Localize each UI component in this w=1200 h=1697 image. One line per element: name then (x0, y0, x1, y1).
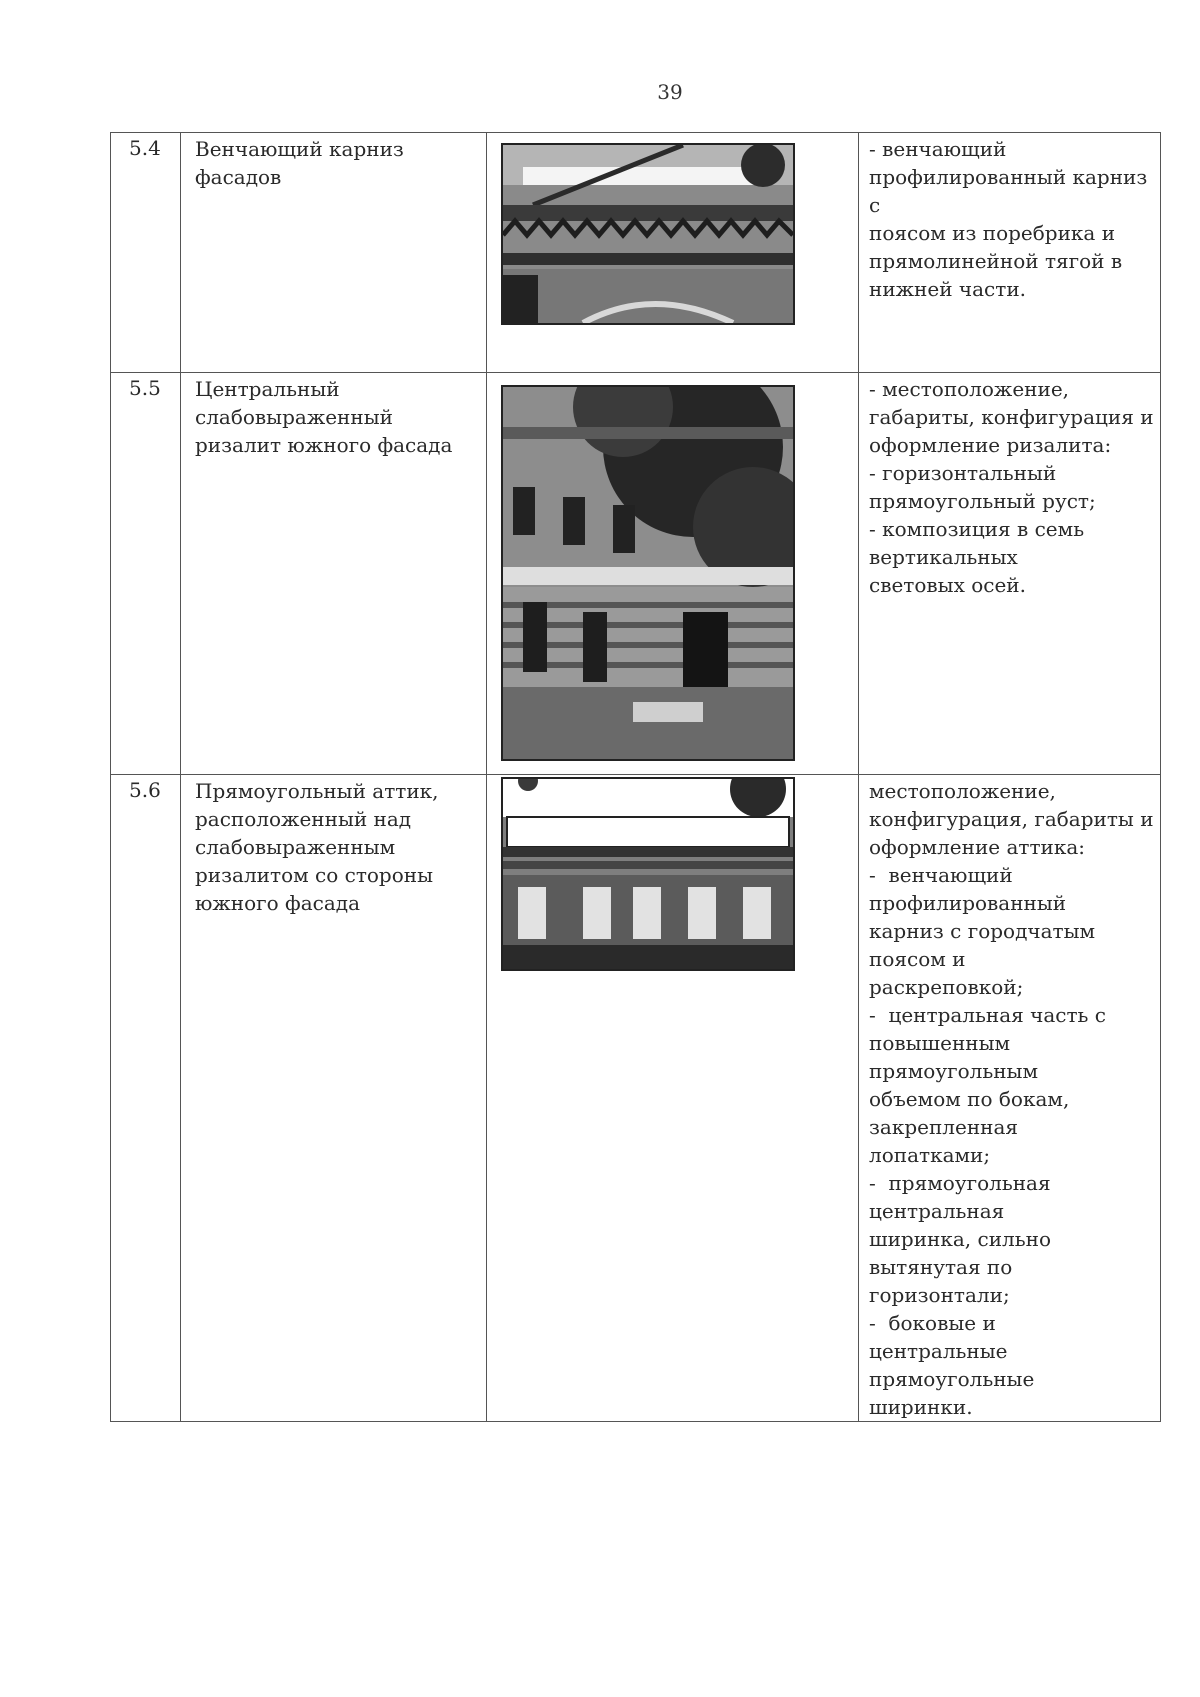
desc-line: ширинки. (869, 1395, 973, 1419)
row-number: 5.4 (111, 133, 181, 373)
page-number: 39 (657, 80, 683, 104)
cornice-photo (501, 143, 795, 325)
photo-cell (487, 373, 859, 775)
attic-photo-image (503, 779, 793, 969)
element-description (859, 775, 1161, 1422)
desc-line: ширинка, сильно (869, 1227, 1052, 1251)
desc-line: вытянутая по (869, 1255, 1013, 1279)
desc-line: местоположение, (869, 779, 1056, 803)
row-number: 5.6 (111, 775, 181, 1422)
desc-line: поясом и (869, 947, 966, 971)
desc-line: - прямоугольная (869, 1171, 1051, 1195)
attic-photo (501, 777, 795, 971)
desc-line: горизонтали; (869, 1283, 1010, 1307)
desc-line: профилированный (869, 891, 1067, 915)
desc-line: центральные (869, 1339, 1008, 1363)
desc-line: - венчающий (869, 863, 1013, 887)
table-row (111, 373, 1161, 775)
desc-line: - центральная часть с (869, 1003, 1106, 1027)
desc-line: прямоугольный руст; (869, 489, 1096, 513)
desc-line: - композиция в семь (869, 517, 1085, 541)
desc-line: карниз с городчатым (869, 919, 1096, 943)
desc-line: оформление аттика: (869, 835, 1086, 859)
element-description (859, 373, 1161, 775)
desc-line: поясом из поребрика и (869, 221, 1116, 245)
desc-line: закрепленная (869, 1115, 1019, 1139)
element-name: Центральный слабовыраженный ризалит южного фасада (181, 373, 487, 775)
row-number: 5.5 (111, 373, 181, 775)
desc-line: оформление ризалита: (869, 433, 1112, 457)
desc-line: - местоположение, (869, 377, 1070, 401)
desc-line: прямоугольным (869, 1059, 1039, 1083)
desc-line: - горизонтальный (869, 461, 1057, 485)
risalit-photo-image (503, 387, 793, 759)
desc-line: профилированный карниз с (869, 165, 1154, 217)
element-name: Венчающий карниз фасадов (181, 133, 487, 373)
risalit-photo (501, 385, 795, 761)
desc-line: конфигурация, габариты и (869, 807, 1154, 831)
desc-line: - боковые и (869, 1311, 996, 1335)
desc-line: прямоугольные (869, 1367, 1035, 1391)
desc-line: - венчающий (869, 137, 1007, 161)
desc-line: световых осей. (869, 573, 1026, 597)
photo-cell (487, 133, 859, 373)
table-row (111, 133, 1161, 373)
desc-line: центральная (869, 1199, 1005, 1223)
desc-line: раскреповкой; (869, 975, 1024, 999)
desc-line: объемом по бокам, (869, 1087, 1070, 1111)
desc-line: габариты, конфигурация и (869, 405, 1154, 429)
desc-line: прямолинейной тягой в (869, 249, 1123, 273)
heritage-elements-table (110, 132, 1161, 1422)
element-description (859, 133, 1161, 373)
photo-cell (487, 775, 859, 1422)
desc-line: лопатками; (869, 1143, 991, 1167)
desc-line: повышенным (869, 1031, 1011, 1055)
desc-line: нижней части. (869, 277, 1027, 301)
desc-line: вертикальных (869, 545, 1018, 569)
element-name: Прямоугольный аттик, расположенный над слабовыраженным ризалитом со стороны южного фасада (181, 775, 487, 1422)
table-row (111, 775, 1161, 1422)
cornice-photo-image (503, 145, 793, 323)
